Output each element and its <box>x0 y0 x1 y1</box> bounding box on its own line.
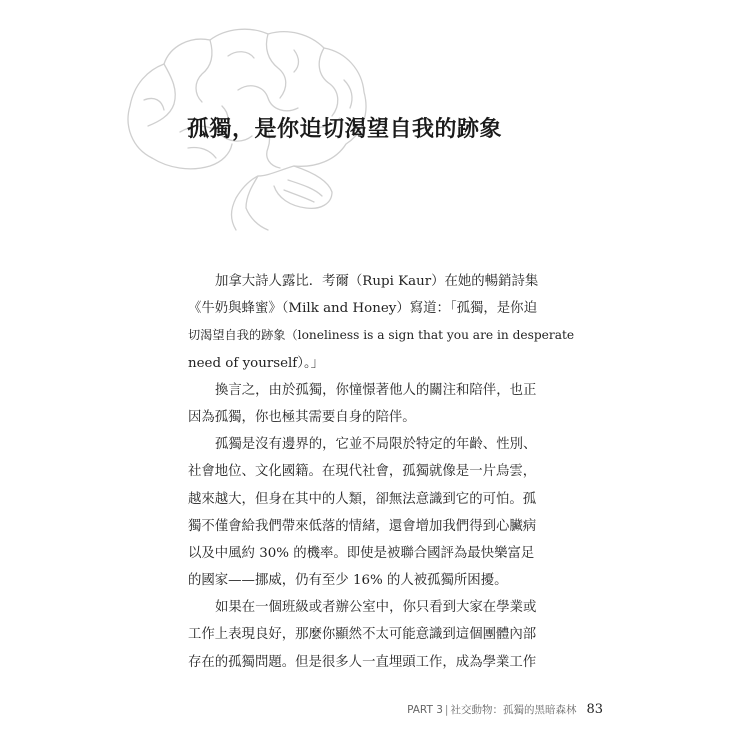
text-line: 孤獨是沒有邊界的，它並不局限於特定的年齡、性別、 <box>215 437 537 453</box>
text-line: 因為孤獨，你也極其需要自身的陪伴。 <box>188 409 416 425</box>
text-line: 越來越大，但身在其中的人類，卻無法意識到它的可怕。孤 <box>188 491 537 507</box>
footer-separator: | <box>444 704 449 716</box>
text-line: 以及中風約 30% 的機率。即使是被聯合國評為最快樂富足 <box>188 545 535 561</box>
footer-section-title: 社交動物：孤獨的黑暗森林 <box>450 704 577 716</box>
chapter-title: 孤獨，是你迫切渴望自我的跡象 <box>187 117 503 142</box>
text-line: 的國家——挪威，仍有至少 16% 的人被孤獨所困擾。 <box>188 573 508 589</box>
text-line: 工作上表現良好，那麼你顯然不太可能意識到這個團體內部 <box>188 627 537 643</box>
text-line: 換言之，由於孤獨，你憧憬著他人的關注和陪伴，也正 <box>215 382 537 398</box>
text-line: 社會地位、文化國籍。在現代社會，孤獨就像是一片烏雲， <box>188 464 537 480</box>
page-footer <box>407 702 603 717</box>
page-number: 83 <box>586 702 603 717</box>
text-line: 切渴望自我的跡象（loneliness is a sign that you are in desperate <box>188 328 575 343</box>
text-line: 《牛奶與蜂蜜》（Milk and Honey）寫道：「孤獨，是你迫 <box>188 301 537 317</box>
text-line: 存在的孤獨問題。但是很多人一直埋頭工作，成為學業工作 <box>188 654 537 670</box>
text-line: need of yourself）。」 <box>188 355 325 371</box>
text-line: 如果在一個班級或者辦公室中，你只看到大家在學業或 <box>215 600 537 616</box>
text-line: 加拿大詩人露比．考爾（Rupi Kaur）在她的暢銷詩集 <box>215 274 539 289</box>
body-text <box>188 268 575 676</box>
text-line: 獨不僅會給我們帶來低落的情緒，還會增加我們得到心臟病 <box>188 518 537 534</box>
footer-part-label: PART 3 <box>407 704 443 716</box>
